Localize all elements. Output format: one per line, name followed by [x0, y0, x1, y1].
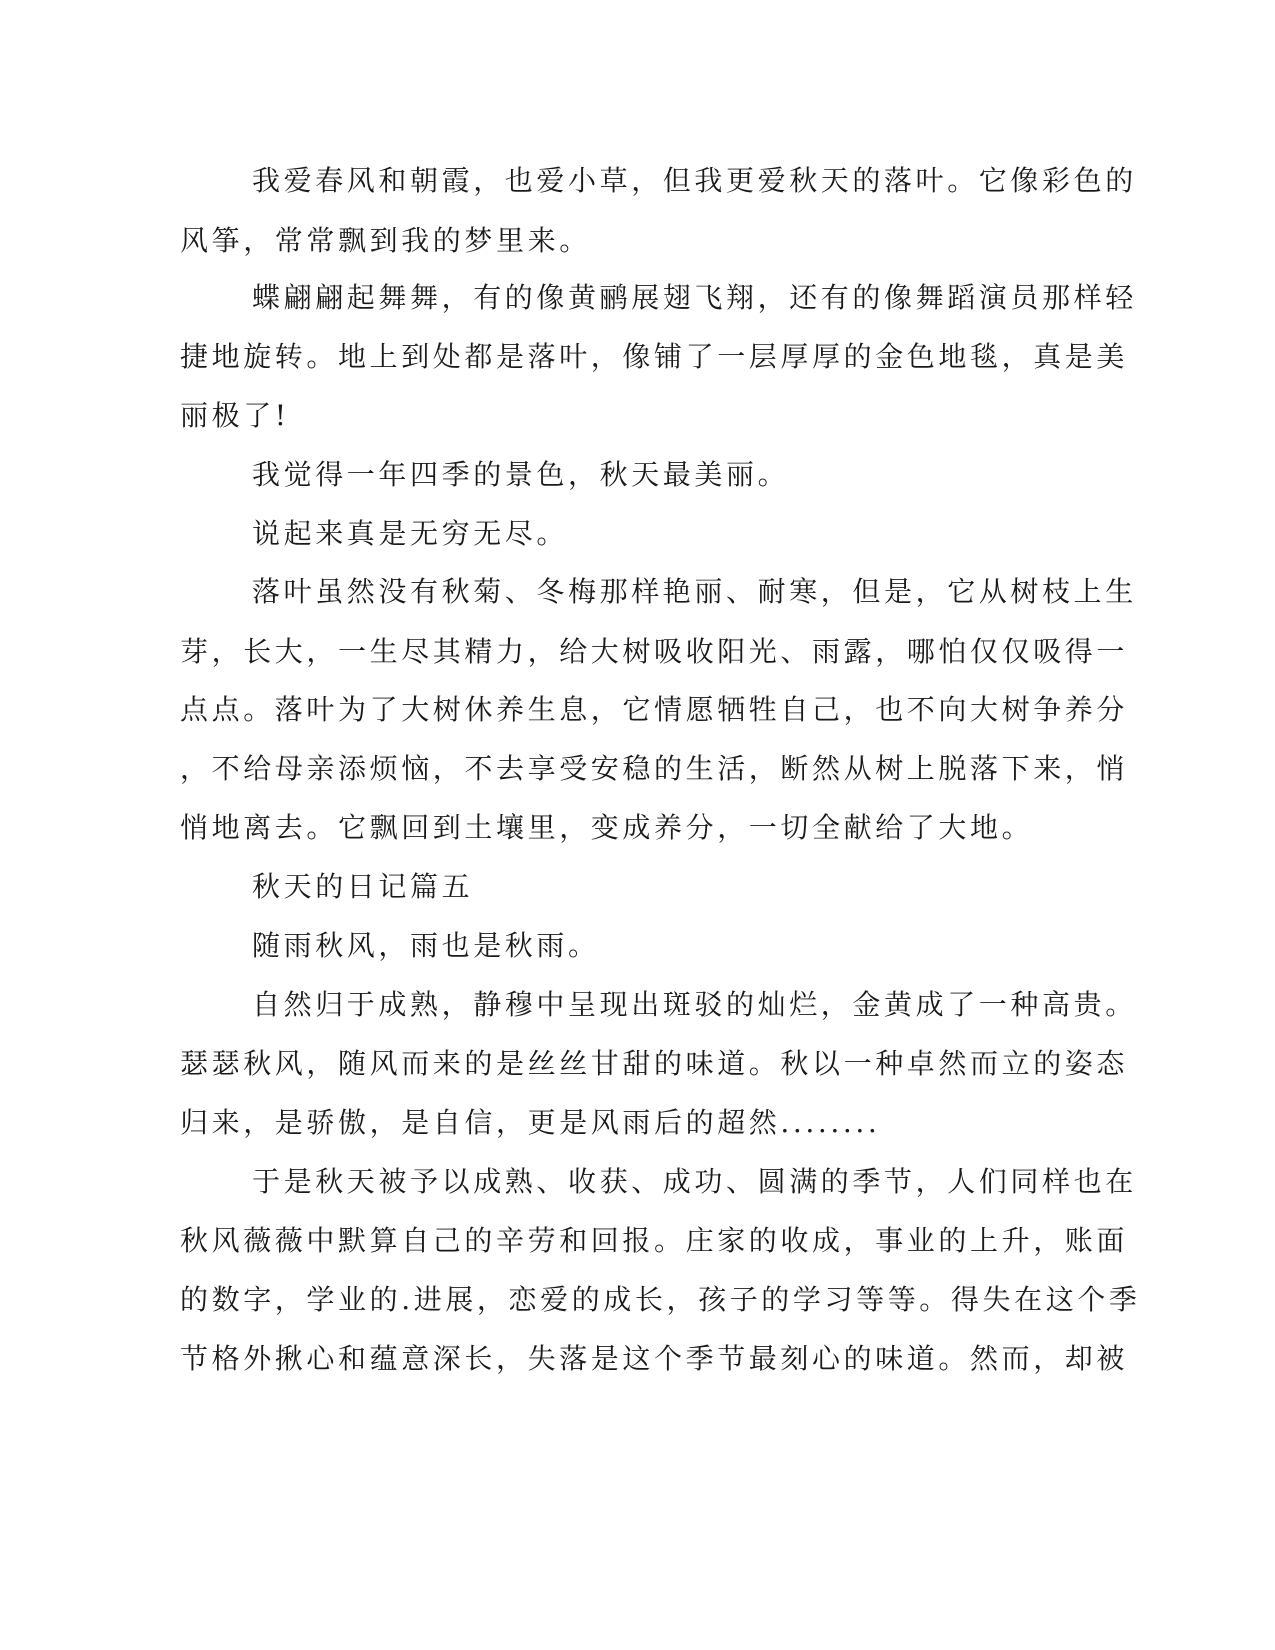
text-line: ，不给母亲添烦恼，不去享受安稳的生活，断然从树上脱落下来，悄 — [180, 752, 1129, 785]
text-line: 蝶翩翩起舞舞，有的像黄鹂展翅飞翔，还有的像舞蹈演员那样轻 — [252, 281, 1137, 314]
text-line: 落叶虽然没有秋菊、冬梅那样艳丽、耐寒，但是，它从树枝上生 — [252, 575, 1137, 608]
text-line: 点点。落叶为了大树休养生息，它情愿牺牲自己，也不向大树争养分 — [180, 693, 1129, 726]
text-line: 随雨秋风，雨也是秋雨。 — [252, 929, 600, 962]
text-line: 我爱春风和朝霞，也爱小草，但我更爱秋天的落叶。它像彩色的 — [252, 164, 1137, 197]
text-line: 节格外揪心和蕴意深长，失落是这个季节最刻心的味道。然而，却被 — [180, 1342, 1129, 1375]
text-line: 于是秋天被予以成熟、收获、成功、圆满的季节，人们同样也在 — [252, 1165, 1137, 1198]
text-line: 我觉得一年四季的景色，秋天最美丽。 — [252, 458, 790, 491]
text-line: 芽，长大，一生尽其精力，给大树吸收阳光、雨露，哪怕仅仅吸得一 — [180, 635, 1129, 668]
text-line: 归来，是骄傲，是自信，更是风雨后的超然........ — [180, 1106, 881, 1139]
text-line: 自然归于成熟，静穆中呈现出斑驳的灿烂，金黄成了一种高贵。 — [252, 988, 1137, 1021]
text-line: 丽极了! — [180, 399, 290, 432]
text-line: 秋风薇薇中默算自己的辛劳和回报。庄家的收成，事业的上升，账面 — [180, 1224, 1129, 1257]
text-line: 说起来真是无穷无尽。 — [252, 517, 569, 550]
section-heading: 秋天的日记篇五 — [252, 870, 474, 903]
text-line: 瑟瑟秋风，随风而来的是丝丝甘甜的味道。秋以一种卓然而立的姿态 — [180, 1047, 1129, 1080]
text-line: 悄地离去。它飘回到土壤里，变成养分，一切全献给了大地。 — [180, 811, 1034, 844]
text-line: 捷地旋转。地上到处都是落叶，像铺了一层厚厚的金色地毯，真是美 — [180, 340, 1129, 373]
text-line: 风筝，常常飘到我的梦里来。 — [180, 224, 591, 257]
text-line: 的数字，学业的.进展，恋爱的成长，孩子的学习等等。得失在这个季 — [180, 1283, 1141, 1316]
